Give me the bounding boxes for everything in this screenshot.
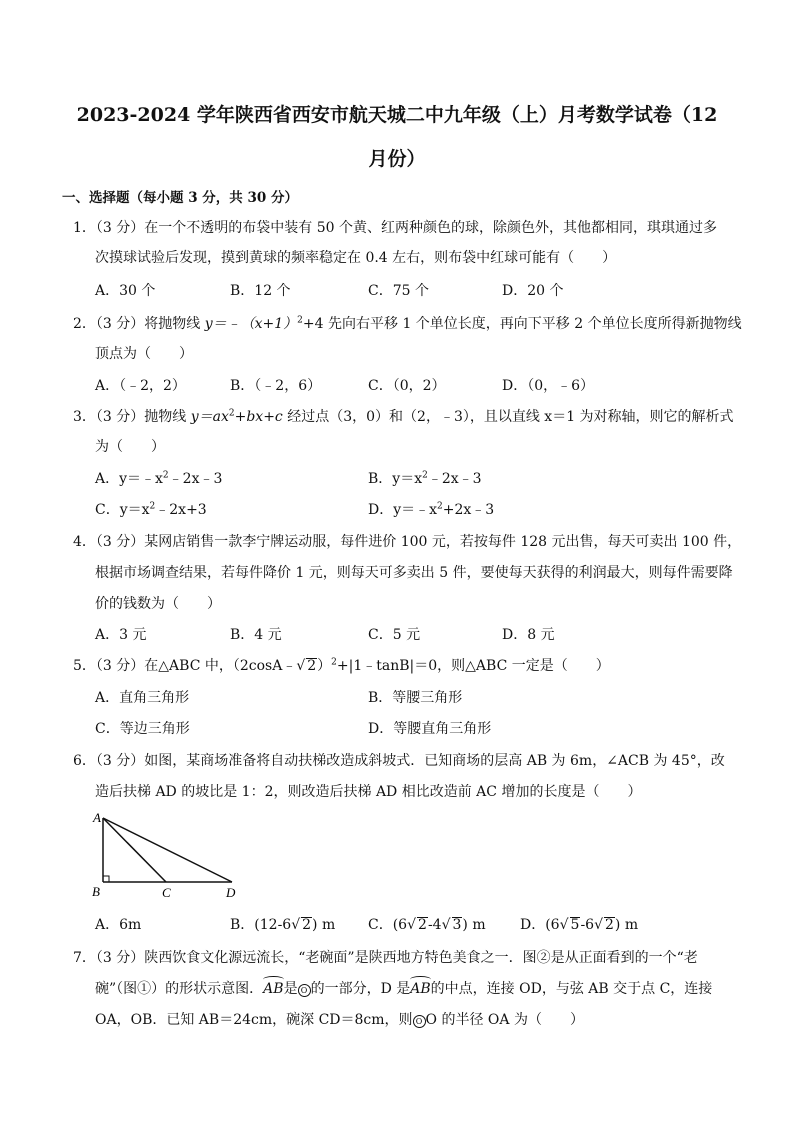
- q1-line-2: 次摸球试验后发现，摸到黄球的频率稳定在 0.4 左右，则布袋中红球可能有（ ）: [95, 250, 617, 266]
- q5-prefix: 5．（3 分）在△ABC 中，（2cosA﹣: [73, 658, 297, 674]
- arc-ab-2: AB: [410, 981, 431, 997]
- q2-rest: +4 先向右平移 1 个单位长度，再向下平移 2 个单位长度所得新抛物线: [302, 316, 742, 332]
- q3-option-b: B．$y=x^2﹣2x﹣3$: [368, 470, 482, 487]
- q4-line-1: 4．（3 分）某网店销售一款李宁牌运动服，每件进价 100 元，若按每件 128 元出售，每天可卖出 100 件，: [73, 534, 742, 550]
- q6-option-c: C．(6√ 2-4√ 3) m: [368, 917, 486, 933]
- q7-line-2: 碗”（图①）的形状示意图．AB是 O 的一部分，D 是AB的中点，连接 OD，与弦 AB 交于点 C，连接: [95, 981, 713, 997]
- q6-line-2: 造后扶梯 AD 的坡比是 1：2，则改造后扶梯 AD 相比改造前 AC 增加的长度是（ ）: [95, 784, 642, 800]
- segment-ac: [103, 818, 166, 882]
- q6-option-a: A．6m: [95, 917, 142, 933]
- q5-root: 2: [307, 658, 317, 674]
- q2-option-c: C．（0，2）: [368, 378, 446, 394]
- q3-option-c: C．$y=x^2﹣2x+3$: [95, 501, 207, 518]
- exam-title-line-2: 月份）: [368, 148, 426, 170]
- q5-rest: +|1﹣tanB|＝0，则△ABC 一定是（ ）: [336, 658, 610, 674]
- q4-option-b: B．4 元: [230, 627, 282, 643]
- q3-option-d: D．$y=﹣x^2+2x﹣3$: [368, 501, 495, 518]
- q3-line-1: [73, 406, 734, 426]
- q2-line-1: [73, 313, 742, 333]
- q6-figure: [88, 808, 248, 900]
- label-a: A: [93, 810, 101, 825]
- q6-option-b: B．(12-6√ 2) m: [230, 917, 336, 933]
- circle-o-symbol-2: O: [413, 1015, 426, 1028]
- q5-option-b: B．等腰三角形: [368, 690, 463, 706]
- q1-option-d: D．20 个: [502, 283, 564, 299]
- segment-ad: [103, 818, 232, 882]
- q3-line-2: 为（ ）: [95, 439, 165, 455]
- q4-line-3: 价的钱数为（ ）: [95, 596, 221, 612]
- q7-line-3: OA，OB．已知 AB＝24cm，碗深 CD＝8cm，则 O O 的半径 OA 为（ ）: [95, 1012, 584, 1028]
- q1-option-a: A．30 个: [95, 283, 156, 299]
- q5-option-c: C．等边三角形: [95, 721, 190, 737]
- q3-prefix: 3．（3 分）抛物线: [73, 409, 191, 425]
- q6-option-d: D．(6√ 5-6√ 2) m: [520, 917, 639, 933]
- q3-eq-a: y＝ax: [190, 409, 229, 425]
- q4-option-c: C．5 元: [368, 627, 421, 643]
- arc-ab: AB: [263, 981, 284, 997]
- q5-option-a: A．直角三角形: [95, 690, 190, 706]
- q3-exponent: 2: [228, 408, 235, 419]
- q5-exponent: 2: [331, 657, 337, 668]
- q4-option-a: A．3 元: [95, 627, 147, 643]
- label-c: C: [162, 885, 171, 900]
- right-angle-mark: [103, 876, 109, 882]
- q7-line-1: 7．（3 分）陕西饮食文化源远流长，“老碗面”是陕西地方特色美食之一．图②是从正面看到的一个“老: [73, 950, 698, 966]
- circle-o-symbol: O: [298, 984, 311, 997]
- exam-title-line-1: 2023-2024 学年陕西省西安市航天城二中九年级（上）月考数学试卷（12: [76, 104, 718, 126]
- q6-line-1: 6．（3 分）如图，某商场准备将自动扶梯改造成斜坡式．已知商场的层高 AB 为 6m，∠ACB 为 45°，改: [73, 753, 725, 769]
- q2-equation: y＝﹣（x+1）: [204, 316, 298, 332]
- section-heading: 一、选择题（每小题 3 分，共 30 分）: [62, 190, 298, 206]
- q2-option-d: D．（0，﹣6）: [502, 378, 595, 394]
- q2-option-b: B．（﹣2，6）: [230, 378, 322, 394]
- q1-option-c: C．75 个: [368, 283, 429, 299]
- q3-eq-b: +bx+c: [234, 409, 283, 425]
- q1-line-1: 1．（3 分）在一个不透明的布袋中装有 50 个黄、红两种颜色的球，除颜色外，其他都相同，琪琪通过多: [73, 220, 717, 236]
- label-d: D: [226, 885, 236, 900]
- label-b: B: [92, 884, 100, 899]
- q1-option-b: B．12 个: [230, 283, 291, 299]
- q3-rest: 经过点（3，0）和（2，﹣3），且以直线 x＝1 为对称轴，则它的解析式: [282, 409, 734, 425]
- q2-option-a: A．（﹣2，2）: [95, 378, 186, 394]
- q5-line-1: 5．（3 分）在△ABC 中，（2cosA﹣√ 2）$^2$+|1﹣tanB|＝0，则△ABC 一定是（ ）: [73, 657, 610, 674]
- q2-prefix: 2．（3 分）将抛物线: [73, 316, 205, 332]
- q4-line-2: 根据市场调查结果，若每件降价 1 元，则每天可多卖出 5 件，要使每天获得的利润最大，则每件需要降: [95, 565, 733, 581]
- q2-line-2: 顶点为（ ）: [95, 346, 193, 362]
- q2-exponent: 2: [297, 315, 303, 326]
- q5-option-d: D．等腰直角三角形: [368, 721, 492, 737]
- q4-option-d: D．8 元: [502, 627, 555, 643]
- q3-option-a: A．$y=﹣x^2﹣2x﹣3$: [95, 470, 223, 487]
